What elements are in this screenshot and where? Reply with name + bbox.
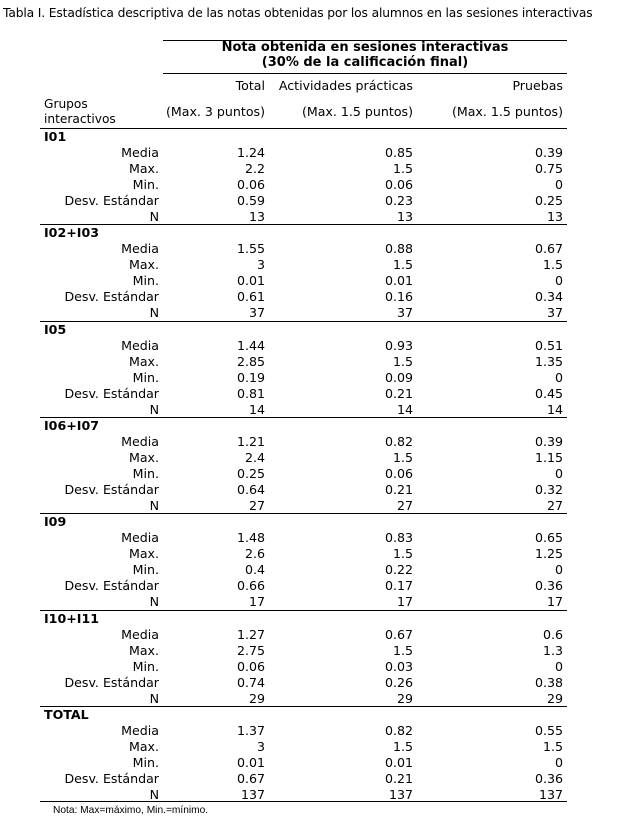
col-max-total: (Max. 3 puntos) [165,104,265,119]
table-cell: 14 [248,402,265,417]
group-name: I01 [44,129,67,144]
table-cell: 0.88 [384,241,413,256]
table-cell: 2.85 [236,354,265,369]
table-cell: 0.01 [384,755,413,770]
table-cell: 0.6 [542,627,563,642]
table-cell: 0.38 [534,675,563,690]
table-cell: 0.21 [384,386,413,401]
table-cell: 1.5 [392,739,413,754]
table-cell: 0 [554,755,563,770]
table-cell: 2.75 [236,643,265,658]
table-cell: 1.5 [392,354,413,369]
table-cell: 0.66 [236,578,265,593]
table-cell: 0.23 [384,193,413,208]
table-cell: 13 [546,209,563,224]
table-cell: 0.81 [236,386,265,401]
table-cell: 29 [248,691,265,706]
table-cell: 27 [248,498,265,513]
table-cell: 0.59 [236,193,265,208]
stat-label: Max. [128,643,159,658]
table-cell: 13 [396,209,413,224]
table-cell: 0.4 [244,562,265,577]
group-name: I09 [44,514,67,529]
table-cell: 0.25 [236,466,265,481]
table-cell: 2.4 [244,450,265,465]
stat-label: N [149,402,159,417]
table-cell: 3 [256,257,265,272]
stat-label: N [149,305,159,320]
group-name: I06+I07 [44,418,99,433]
stat-label: Desv. Estándar [64,578,159,593]
table-cell: 0.67 [384,627,413,642]
table-cell: 14 [546,402,563,417]
table-cell: 0.34 [534,289,563,304]
table-cell: 0.64 [236,482,265,497]
table-cell: 1.5 [392,257,413,272]
table-cell: 14 [396,402,413,417]
table-cell: 0.83 [384,530,413,545]
stat-label: Media [121,723,159,738]
table-cell: 1.27 [236,627,265,642]
table-cell: 1.5 [542,257,563,272]
group-name: I05 [44,322,67,337]
group-name: I02+I03 [44,225,99,240]
table-cell: 0.17 [384,578,413,593]
col-max-actividades: (Max. 1.5 puntos) [301,104,413,119]
table-cell: 3 [256,739,265,754]
table-cell: 37 [248,305,265,320]
col-header-pruebas: Pruebas [512,78,563,93]
stat-label: Desv. Estándar [64,482,159,497]
table-cell: 0 [554,466,563,481]
table-cell: 0.45 [534,386,563,401]
stat-label: Min. [132,562,159,577]
table-cell: 29 [546,691,563,706]
group-separator-rule [40,706,567,707]
stat-label: N [149,691,159,706]
table-cell: 0.65 [534,530,563,545]
stat-label: Media [121,434,159,449]
table-cell: 0.36 [534,771,563,786]
table-cell: 0 [554,177,563,192]
table-cell: 2.2 [244,161,265,176]
stat-label: Desv. Estándar [64,386,159,401]
table-cell: 0.39 [534,434,563,449]
stat-label: Min. [132,370,159,385]
table-cell: 13 [248,209,265,224]
table-cell: 0.61 [236,289,265,304]
table-cell: 1.5 [392,161,413,176]
table-cell: 137 [240,787,265,802]
table-cell: 17 [546,594,563,609]
table-cell: 1.5 [392,643,413,658]
table-cell: 1.25 [534,546,563,561]
stat-label: Desv. Estándar [64,193,159,208]
table-cell: 137 [388,787,413,802]
stat-label: Media [121,241,159,256]
stat-label: Max. [128,450,159,465]
table-cell: 0.01 [236,755,265,770]
stat-label: Max. [128,354,159,369]
stat-label: Min. [132,177,159,192]
table-cell: 37 [396,305,413,320]
stat-label: Desv. Estándar [64,289,159,304]
table-cell: 27 [546,498,563,513]
stat-label: Min. [132,659,159,674]
col-header-total: Total [235,78,265,93]
table-cell: 137 [538,787,563,802]
table-cell: 0.01 [384,273,413,288]
stat-label: Media [121,145,159,160]
table-cell: 0.25 [534,193,563,208]
table-cell: 0.06 [236,659,265,674]
table-cell: 0.85 [384,145,413,160]
table-cell: 29 [396,691,413,706]
table-cell: 0.82 [384,723,413,738]
table-cell: 0.19 [236,370,265,385]
stat-label: Max. [128,257,159,272]
table-cell: 0.82 [384,434,413,449]
table-cell: 0.51 [534,338,563,353]
table-cell: 0.32 [534,482,563,497]
stat-label: Min. [132,466,159,481]
stat-label: Min. [132,273,159,288]
table-cell: 0.06 [384,177,413,192]
group-separator-rule [40,224,567,225]
stat-label: Desv. Estándar [64,675,159,690]
table-cell: 0.21 [384,771,413,786]
row-header-line-2: interactivos [44,112,116,126]
table-cell: 0.74 [236,675,265,690]
table-cell: 0 [554,562,563,577]
table-cell: 0 [554,273,563,288]
table-cell: 1.5 [392,450,413,465]
super-header-line-2: (30% de la calificación final) [261,55,469,70]
table-cell: 0.39 [534,145,563,160]
bottom-rule [40,801,567,802]
stat-label: N [149,594,159,609]
table-cell: 37 [546,305,563,320]
table-cell: 0.01 [236,273,265,288]
group-name: TOTAL [44,707,89,722]
table-cell: 0.03 [384,659,413,674]
group-separator-rule [40,513,567,514]
table-cell: 0.09 [384,370,413,385]
group-separator-rule [40,321,567,322]
stat-label: Media [121,627,159,642]
table-cell: 0.06 [384,466,413,481]
table-cell: 0.26 [384,675,413,690]
stat-label: N [149,209,159,224]
table-cell: 0.67 [236,771,265,786]
table-note: Nota: Max=máximo, Min.=mínimo. [53,805,209,816]
table-cell: 1.15 [534,450,563,465]
table-cell: 2.6 [244,546,265,561]
table-cell: 1.3 [542,643,563,658]
stat-label: Max. [128,161,159,176]
col-header-actividades: Actividades prácticas [278,78,413,93]
super-header-rule [163,73,567,74]
table-cell: 0.67 [534,241,563,256]
table-cell: 1.55 [236,241,265,256]
table-cell: 0 [554,370,563,385]
col-max-pruebas: (Max. 1.5 puntos) [451,104,563,119]
stat-label: Max. [128,739,159,754]
table-cell: 27 [396,498,413,513]
group-name: I10+I11 [44,611,99,626]
table-cell: 0.16 [384,289,413,304]
table-cell: 0.93 [384,338,413,353]
table-cell: 1.48 [236,530,265,545]
stat-label: N [149,498,159,513]
table-cell: 0.75 [534,161,563,176]
table-cell: 0.36 [534,578,563,593]
table-cell: 1.5 [542,739,563,754]
table-cell: 17 [396,594,413,609]
row-header-line-1: Grupos [44,97,88,111]
table-caption: Tabla I. Estadística descriptiva de las notas obtenidas por los alumnos en las sesiones interactivas [3,6,593,20]
table-cell: 1.44 [236,338,265,353]
table-cell: 0.21 [384,482,413,497]
table-cell: 0.22 [384,562,413,577]
stat-label: N [149,787,159,802]
stat-label: Max. [128,546,159,561]
super-header-line-1: Nota obtenida en sesiones interactivas [221,40,509,55]
table-cell: 1.21 [236,434,265,449]
group-separator-rule [40,417,567,418]
table-cell: 17 [248,594,265,609]
table-cell: 1.37 [236,723,265,738]
table-cell: 0.06 [236,177,265,192]
table-cell: 0 [554,659,563,674]
group-separator-rule [40,610,567,611]
stat-label: Min. [132,755,159,770]
group-separator-rule [40,128,567,129]
table-cell: 1.24 [236,145,265,160]
stat-label: Desv. Estándar [64,771,159,786]
table-cell: 1.5 [392,546,413,561]
table-cell: 1.35 [534,354,563,369]
stat-label: Media [121,338,159,353]
stat-label: Media [121,530,159,545]
table-cell: 0.55 [534,723,563,738]
